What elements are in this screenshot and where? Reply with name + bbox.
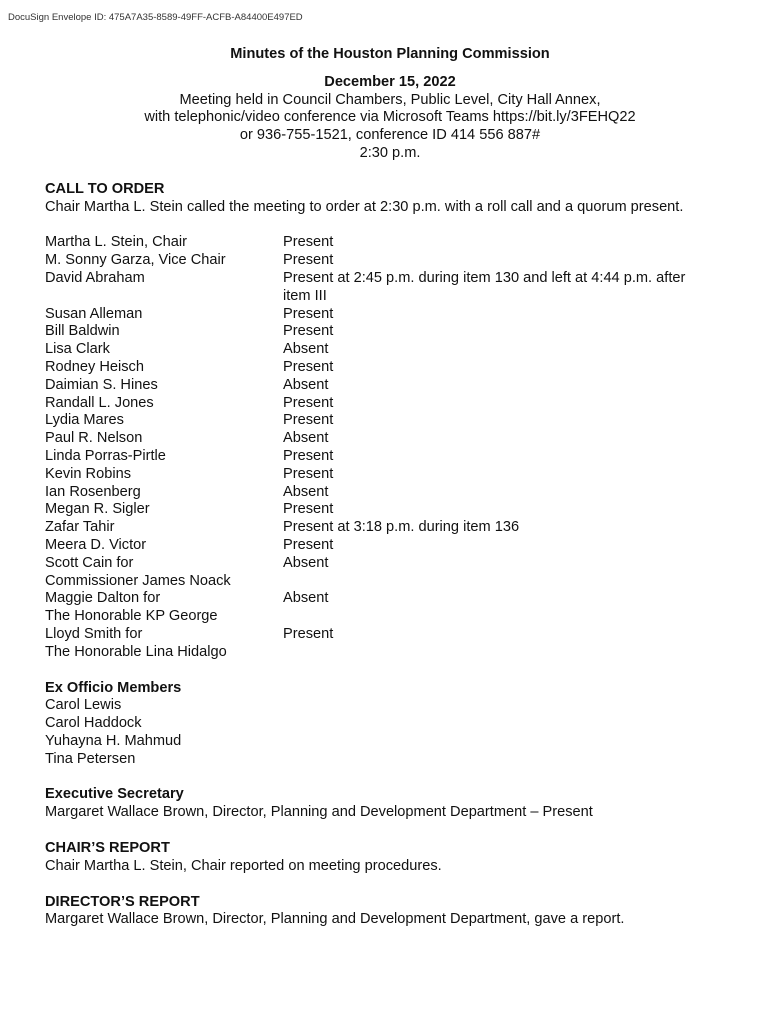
- roll-call-name: Ian Rosenberg: [45, 483, 141, 500]
- document-title: Minutes of the Houston Planning Commission: [230, 46, 550, 62]
- roll-call-status: Absent: [283, 590, 329, 607]
- docusign-envelope-id: DocuSign Envelope ID: 475A7A35-8589-49FF-ACFB-A84400E497ED: [8, 12, 303, 23]
- roll-call-status: [283, 573, 735, 591]
- ex-officio-member: Carol Lewis: [45, 697, 122, 714]
- roll-call-name: Paul R. Nelson: [45, 430, 143, 447]
- roll-call-status: Present: [283, 625, 334, 642]
- ex-officio-member: Tina Petersen: [45, 750, 136, 767]
- executive-secretary-text: Margaret Wallace Brown, Director, Planning and Development Department – Present: [45, 804, 593, 821]
- roll-call-status: Present: [283, 323, 334, 340]
- roll-call-status: Present: [283, 358, 334, 375]
- roll-call-status: Present: [283, 501, 334, 518]
- chairs-report-section: [45, 840, 735, 876]
- roll-call-status: Present: [283, 305, 334, 322]
- ex-officio-member: Yuhayna H. Mahmud: [45, 732, 182, 749]
- roll-call-status: Present: [283, 234, 334, 251]
- roll-call-name: Zafar Tahir: [45, 519, 115, 536]
- roll-call-status: Present at 3:18 p.m. during item 136: [283, 519, 520, 536]
- roll-call-status: Absent: [283, 376, 329, 393]
- ex-officio-section: [45, 680, 735, 769]
- roll-call-status: Absent: [283, 483, 329, 500]
- roll-call-status: Absent: [283, 341, 329, 358]
- directors-report-section: [45, 894, 735, 930]
- roll-call-status: Absent: [283, 430, 329, 447]
- ex-officio-member: Carol Haddock: [45, 715, 142, 732]
- roll-call-status: Present: [283, 252, 334, 269]
- roll-call-name: Meera D. Victor: [45, 536, 147, 553]
- roll-call-name: Susan Alleman: [45, 305, 143, 322]
- roll-call-status: item III: [283, 287, 327, 304]
- roll-call-name: Scott Cain for: [45, 554, 134, 571]
- roll-call-name: M. Sonny Garza, Vice Chair: [45, 252, 226, 269]
- roll-call-name: Rodney Heisch: [45, 358, 144, 375]
- roll-call-name: Daimian S. Hines: [45, 376, 158, 393]
- roll-call-name: Commissioner James Noack: [45, 572, 231, 589]
- roll-call-status: [283, 608, 735, 626]
- roll-call-name: The Honorable KP George: [45, 608, 218, 625]
- roll-call-status: Present: [283, 447, 334, 464]
- roll-call-status: Present: [283, 465, 334, 482]
- roll-call-name: Bill Baldwin: [45, 323, 120, 340]
- roll-call-table: [45, 234, 735, 661]
- chairs-report-heading: CHAIR’S REPORT: [45, 840, 170, 857]
- call-to-order-section: [45, 181, 735, 217]
- call-to-order-heading: CALL TO ORDER: [45, 180, 165, 197]
- roll-call-name: Linda Porras-Pirtle: [45, 447, 166, 464]
- roll-call-name: Martha L. Stein, Chair: [45, 234, 187, 251]
- chairs-report-text: Chair Martha L. Stein, Chair reported on meeting procedures.: [45, 857, 442, 874]
- ex-officio-heading: Ex Officio Members: [45, 679, 182, 696]
- executive-secretary-heading: Executive Secretary: [45, 786, 184, 803]
- directors-report-text: Margaret Wallace Brown, Director, Planning and Development Department, gave a report.: [45, 911, 625, 928]
- roll-call-name: Randall L. Jones: [45, 394, 154, 411]
- minutes-page: [45, 46, 735, 929]
- roll-call-status: Present: [283, 536, 334, 553]
- meeting-location: [45, 92, 735, 163]
- roll-call-status: Absent: [283, 554, 329, 571]
- meeting-line: or 936-755-1521, conference ID 414 556 887#: [239, 127, 541, 144]
- executive-secretary-section: [45, 786, 735, 822]
- roll-call-status: [283, 644, 735, 662]
- call-to-order-text: Chair Martha L. Stein called the meeting to order at 2:30 p.m. with a roll call and a quorum present.: [45, 198, 684, 215]
- directors-report-heading: DIRECTOR’S REPORT: [45, 893, 200, 910]
- roll-call-status: Present: [283, 412, 334, 429]
- roll-call-name: The Honorable Lina Hidalgo: [45, 643, 227, 660]
- roll-call-name: Lloyd Smith for: [45, 625, 143, 642]
- meeting-line: Meeting held in Council Chambers, Public Level, City Hall Annex,: [179, 91, 601, 108]
- roll-call-name: David Abraham: [45, 269, 145, 286]
- roll-call-status: Present: [283, 394, 334, 411]
- meeting-date: December 15, 2022: [324, 73, 456, 90]
- roll-call-name: Megan R. Sigler: [45, 501, 150, 518]
- meeting-time: 2:30 p.m.: [359, 144, 421, 161]
- roll-call-name: Lydia Mares: [45, 412, 124, 429]
- meeting-line: with telephonic/video conference via Microsoft Teams https://bit.ly/3FEHQ22: [144, 109, 636, 126]
- roll-call-name: [45, 288, 283, 306]
- roll-call-name: Kevin Robins: [45, 465, 131, 482]
- roll-call-name: Lisa Clark: [45, 341, 110, 358]
- roll-call-name: Maggie Dalton for: [45, 590, 161, 607]
- roll-call-status: Present at 2:45 p.m. during item 130 and left at 4:44 p.m. after: [283, 269, 686, 286]
